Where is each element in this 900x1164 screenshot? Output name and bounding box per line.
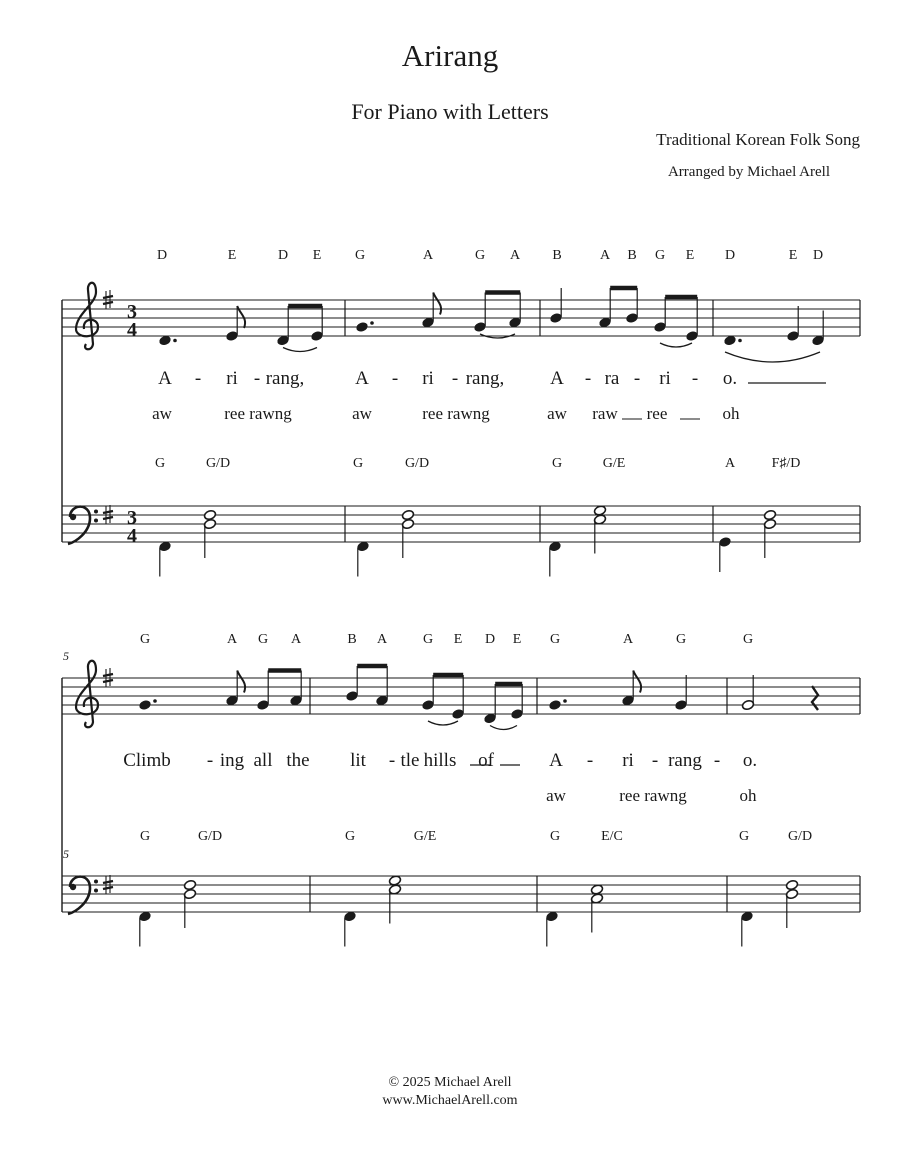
- note-letter: A: [422, 248, 434, 263]
- note-letter: A: [226, 632, 238, 647]
- chord-symbol: G: [154, 456, 166, 471]
- chord-symbol: G: [551, 456, 563, 471]
- quarter-rest-icon: [812, 686, 818, 710]
- lyric-syllable: -: [713, 750, 721, 771]
- song-title: Arirang: [401, 38, 499, 73]
- phonetic-syllable: oh: [722, 404, 740, 423]
- chord-symbol: A: [724, 456, 736, 471]
- bass-half-chord: [590, 884, 603, 933]
- bass-half-chord: [593, 505, 606, 554]
- quarter-note: [549, 288, 562, 324]
- half-notehead: [203, 509, 216, 520]
- chord-symbol: E/C: [601, 829, 623, 844]
- lyric-syllable: of: [478, 750, 494, 771]
- half-notehead: [401, 509, 414, 520]
- chord-symbol: G: [549, 829, 561, 844]
- note-letter: E: [312, 248, 322, 263]
- note-letter: G: [257, 632, 269, 647]
- augmentation-dot: [370, 321, 374, 325]
- lyric-syllable: rang,: [265, 368, 305, 389]
- lyric-syllable: hills: [423, 750, 457, 771]
- bass-clef-dot-upper: [94, 880, 98, 884]
- sharp-bar: [103, 296, 113, 298]
- half-note: [741, 675, 754, 711]
- note-letter: G: [549, 632, 561, 647]
- half-notehead: [590, 884, 603, 895]
- lyric-syllable: the: [286, 750, 310, 771]
- lyric-syllable: ri: [226, 368, 238, 389]
- note-letter: G: [675, 632, 687, 647]
- note-letter: D: [724, 248, 736, 263]
- note-letter: E: [685, 248, 695, 263]
- bass-half-chord: [203, 509, 216, 558]
- lyric-syllable: -: [206, 750, 214, 771]
- note-letter: G: [474, 248, 486, 263]
- augmentation-dot: [738, 339, 742, 343]
- note-letter: G: [422, 632, 434, 647]
- lyric-syllable: -: [451, 368, 459, 389]
- note-letter: A: [509, 248, 521, 263]
- note-letter: A: [599, 248, 611, 263]
- note-letter: G: [654, 248, 666, 263]
- composer-credit: Traditional Korean Folk Song: [656, 130, 860, 149]
- notehead: [355, 321, 368, 332]
- lyric-syllable: -: [253, 368, 261, 389]
- treble-clef-icon: [76, 661, 98, 728]
- time-signature-bottom: 4: [127, 525, 137, 547]
- bass-half-chord: [785, 879, 798, 928]
- bass-clef-dot-lower: [94, 889, 98, 893]
- sharp-bar: [103, 511, 113, 513]
- slur: [725, 352, 820, 362]
- phonetic-syllable: aw: [546, 786, 566, 805]
- lyric-syllable: Climb: [123, 750, 171, 771]
- bass-clef-dot-upper: [94, 510, 98, 514]
- lyric-syllable: -: [651, 750, 659, 771]
- eighth-note: [811, 311, 824, 347]
- phonetic-syllable: ree rawng: [422, 404, 490, 423]
- lyric-syllable: ri: [422, 368, 434, 389]
- note-letter: D: [277, 248, 289, 263]
- notehead: [723, 335, 736, 346]
- song-subtitle: For Piano with Letters: [351, 99, 549, 124]
- note-letter: D: [484, 632, 496, 647]
- lyric-syllable: A: [158, 368, 172, 389]
- lyric-syllable: all: [253, 750, 273, 771]
- bass-half-chord: [401, 509, 414, 558]
- lyric-syllable: ra: [604, 368, 620, 389]
- note-letter: E: [512, 632, 522, 647]
- bass-half-chord: [183, 879, 196, 928]
- slur: [660, 343, 692, 347]
- bass-staff-1: [62, 506, 860, 542]
- bass-half-chord: [388, 875, 401, 924]
- lyric-syllable: -: [584, 368, 592, 389]
- lyric-syllable: rang,: [465, 368, 505, 389]
- lyric-syllable: -: [586, 750, 594, 771]
- chord-symbol: G: [139, 829, 151, 844]
- bass-staff-2: [62, 876, 860, 912]
- chord-symbol: G/D: [205, 456, 231, 471]
- measure-number: 5: [63, 847, 69, 861]
- lyric-syllable: o.: [722, 368, 738, 389]
- note-letter: A: [622, 632, 634, 647]
- chord-symbol: G/D: [787, 829, 813, 844]
- half-notehead: [183, 879, 196, 890]
- half-notehead: [593, 505, 606, 516]
- note-letter: B: [347, 632, 357, 647]
- eighth-note: [621, 671, 641, 707]
- phonetic-syllable: aw: [547, 404, 567, 423]
- chord-symbol: G/E: [602, 456, 626, 471]
- notehead: [158, 335, 171, 346]
- lyric-syllable: -: [194, 368, 202, 389]
- note-letter: G: [354, 248, 366, 263]
- lyric-syllable: -: [633, 368, 641, 389]
- lyric-syllable: -: [691, 368, 699, 389]
- lyric-syllable: A: [549, 750, 563, 771]
- sharp-bar: [103, 517, 113, 519]
- note-letter: A: [290, 632, 302, 647]
- sharp-bar: [103, 674, 113, 676]
- lyric-syllable: -: [391, 368, 399, 389]
- bass-quarter-note: [343, 911, 356, 947]
- notehead: [138, 699, 151, 710]
- website-address: www.MichaelArell.com: [382, 1093, 518, 1108]
- bass-clef-dot-lower: [94, 519, 98, 523]
- note-letter: G: [742, 632, 754, 647]
- augmentation-dot: [153, 699, 157, 703]
- bass-clef-dot: [70, 514, 76, 520]
- note-letter: B: [627, 248, 637, 263]
- slur: [490, 726, 517, 730]
- bass-clef-dot: [70, 884, 76, 890]
- bass-clef-icon: [68, 877, 98, 914]
- bass-quarter-note: [138, 911, 151, 947]
- notehead: [548, 699, 561, 710]
- lyric-syllable: ri: [659, 368, 671, 389]
- lyric-syllable: A: [550, 368, 564, 389]
- treble-clef-icon: [76, 283, 98, 350]
- bass-half-chord: [763, 509, 776, 558]
- phonetic-syllable: ree rawng: [619, 786, 687, 805]
- bass-clef-path: [68, 507, 90, 544]
- phonetic-syllable: ree rawng: [224, 404, 292, 423]
- phonetic-syllable: oh: [739, 786, 757, 805]
- copyright-notice: © 2025 Michael Arell: [388, 1075, 512, 1090]
- sharp-bar: [103, 887, 113, 889]
- sharp-bar: [103, 302, 113, 304]
- note-letter: D: [156, 248, 168, 263]
- bass-quarter-note: [356, 541, 369, 577]
- note-flag: [433, 293, 441, 315]
- lyric-syllable: ri: [622, 750, 634, 771]
- augmentation-dot: [173, 339, 177, 343]
- chord-symbol: F♯/D: [771, 456, 801, 471]
- lyric-syllable: o.: [742, 750, 758, 771]
- note-letter: B: [552, 248, 562, 263]
- half-notehead: [388, 875, 401, 886]
- eighth-note: [225, 671, 245, 707]
- bass-clef-icon: [68, 507, 98, 544]
- half-notehead: [785, 879, 798, 890]
- note-letter: E: [227, 248, 237, 263]
- phonetic-syllable: aw: [352, 404, 372, 423]
- lyric-syllable: rang: [668, 750, 702, 771]
- bass-quarter-note: [718, 536, 731, 572]
- dotted-quarter-note: [158, 335, 176, 346]
- time-signature-top: 3: [127, 301, 137, 323]
- chord-symbol: G: [344, 829, 356, 844]
- chord-symbol: G/D: [197, 829, 223, 844]
- note-flag: [633, 671, 641, 693]
- dotted-quarter-note: [723, 335, 741, 346]
- sharp-bar: [103, 881, 113, 883]
- lyric-syllable: lit: [350, 750, 366, 771]
- bass-quarter-note: [548, 541, 561, 577]
- phonetic-syllable: ree: [646, 404, 668, 423]
- note-letter: E: [453, 632, 463, 647]
- sharp-bar: [103, 680, 113, 682]
- lyric-syllable: A: [355, 368, 369, 389]
- augmentation-dot: [563, 699, 567, 703]
- treble-staff-1: [62, 300, 860, 336]
- eighth-note: [421, 293, 441, 329]
- treble-clef-path: [76, 283, 98, 350]
- note-flag: [237, 671, 245, 693]
- phonetic-syllable: raw: [592, 404, 618, 423]
- slur: [283, 348, 317, 352]
- chord-symbol: G: [738, 829, 750, 844]
- bass-quarter-note: [545, 911, 558, 947]
- bass-quarter-note: [740, 911, 753, 947]
- chord-symbol: G: [352, 456, 364, 471]
- slur: [428, 721, 458, 725]
- note-letter: G: [139, 632, 151, 647]
- lyric-syllable: tle: [400, 750, 420, 771]
- lyric-syllable: ing: [219, 750, 245, 771]
- lyric-syllable: -: [388, 750, 396, 771]
- chord-symbol: G/E: [413, 829, 437, 844]
- bass-clef-path: [68, 877, 90, 914]
- treble-clef-path: [76, 661, 98, 728]
- phonetic-syllable: aw: [152, 404, 172, 423]
- treble-staff-2: [62, 678, 860, 714]
- arranger-credit: Arranged by Michael Arell: [667, 164, 830, 180]
- note-letter: E: [788, 248, 798, 263]
- note-letter: D: [812, 248, 824, 263]
- quarter-note: [674, 675, 687, 711]
- time-signature-bottom: 4: [127, 319, 137, 341]
- eighth-note: [786, 306, 799, 342]
- time-signature-top: 3: [127, 507, 137, 529]
- half-notehead: [763, 509, 776, 520]
- measure-number: 5: [63, 649, 69, 663]
- chord-symbol: G/D: [404, 456, 430, 471]
- bass-quarter-note: [158, 541, 171, 577]
- note-letter: A: [376, 632, 388, 647]
